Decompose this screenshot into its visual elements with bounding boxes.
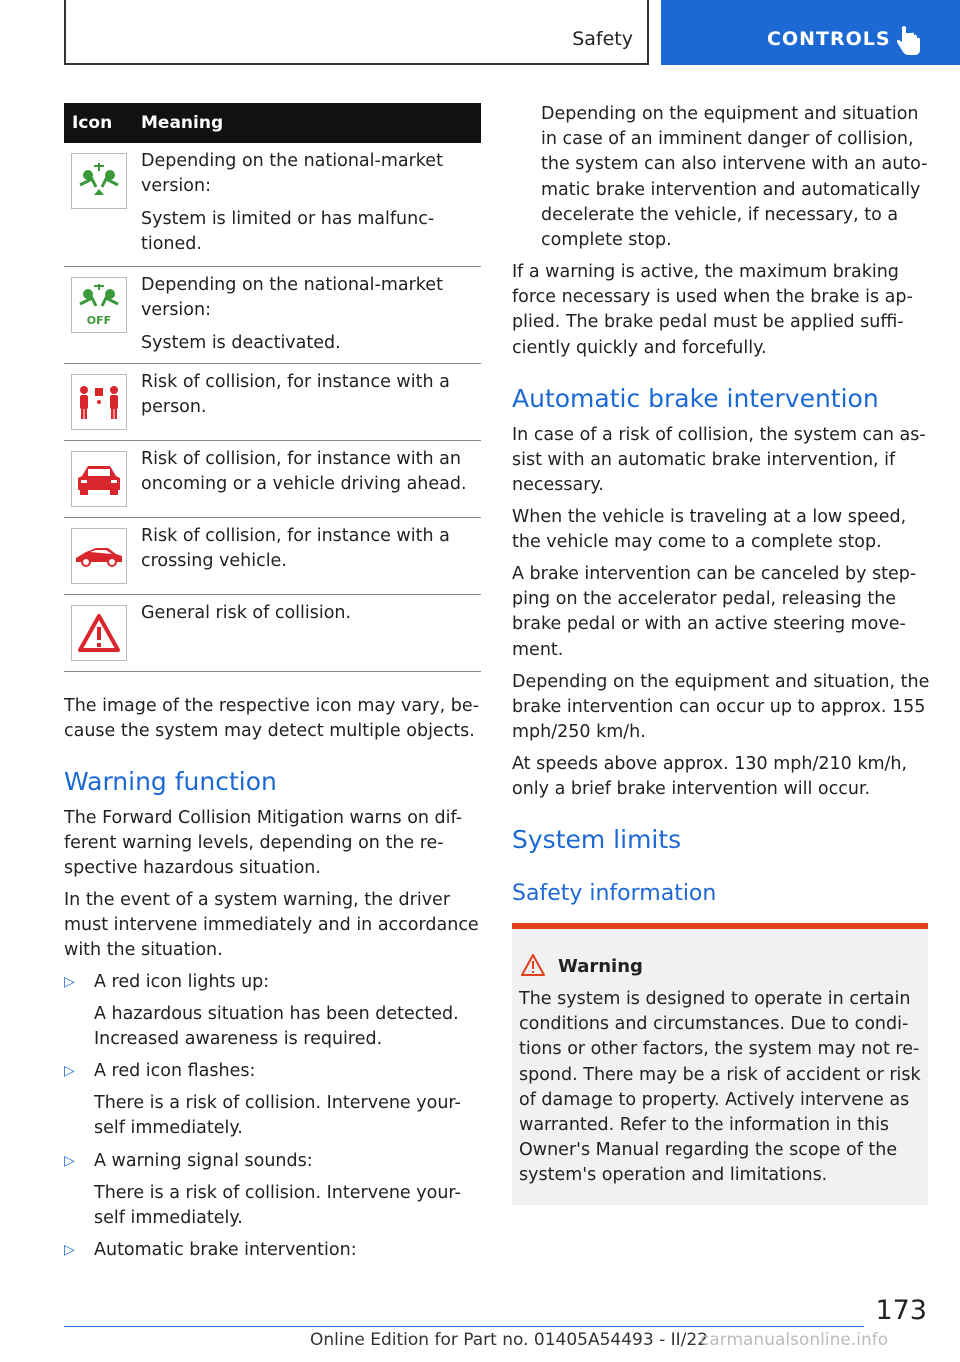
crossing-vehicle-icon [71,528,127,584]
bullet-marker-icon: ▷ [64,1153,75,1169]
chapter-tab[interactable] [661,0,960,65]
row-meaning-text: System is limited or has malfunc-tioned. [141,209,435,254]
general-warning-triangle-icon [71,605,127,661]
abi-paragraph-4: Depending on the equipment and situation, the brake intervention can occur up to approx. 155 mph/250 km/h. [512,672,930,743]
abi-paragraph-5: At speeds above approx. 130 mph/210 km/h, only a brief brake intervention will occur. [512,754,908,800]
pointing-hand-icon [895,26,923,56]
list-item [64,1149,484,1232]
warning-triangle-icon [520,953,546,977]
bullet-title: A red icon flashes: [94,1061,256,1081]
bullet-title: Automatic brake intervention: [94,1240,357,1260]
bullet-marker-icon: ▷ [64,974,75,990]
icon-meaning-table [64,103,481,672]
section-title: Safety [572,28,633,50]
watermark: carmanualsonline.info [700,1330,889,1350]
bullet-sub: There is a risk of collision. Intervene your-self immediately. [94,1093,461,1139]
row-meaning-text: Risk of collision, for instance with a person. [141,372,450,417]
bullet-sub: There is a risk of collision. Intervene your-self immediately. [94,1183,461,1229]
table-row [64,267,481,364]
page-number: 173 [875,1295,927,1326]
bullet-title: A red icon lights up: [94,972,270,992]
warning-active-paragraph: If a warning is active, the maximum braking force necessary is used when the brake is ap-plied. The brake pedal must be applied suffi-ciently quickly and forcefully. [512,262,913,358]
row-meaning-text: Depending on the national-market version: [141,275,443,320]
edition-footer: Online Edition for Part no. 01405A54493 - II/22 [310,1330,709,1350]
table-row [64,143,481,267]
heading-system-limits: System limits [512,825,682,854]
heading-warning-function: Warning function [64,767,277,796]
list-item [64,1238,484,1263]
collision-warning-off-icon [71,277,127,333]
oncoming-vehicle-icon [71,451,127,507]
person-collision-icon [71,374,127,430]
table-row [64,441,481,518]
list-item [64,1059,484,1142]
abi-paragraph-2: When the vehicle is traveling at a low speed, the vehicle may come to a complete stop. [512,507,907,553]
header-section-box [64,0,649,65]
off-label: OFF [86,314,112,327]
table-row [64,595,481,672]
row-meaning-text: System is deactivated. [141,333,341,353]
bullet-continuation: Depending on the equipment and situation in case of an imminent danger of collision, the system can also intervene with an auto-matic brake intervention and automatically decelerate the vehicle, if necessary, to a complete stop. [541,104,928,251]
bullet-title: A warning signal sounds: [94,1151,313,1171]
column-header-meaning: Meaning [141,113,224,133]
row-meaning-text: Risk of collision, for instance with a crossing vehicle. [141,526,450,571]
abi-paragraph-1: In case of a risk of collision, the system can as-sist with an automatic brake intervention, if necessary. [512,425,926,496]
bullet-marker-icon: ▷ [64,1063,75,1079]
heading-automatic-brake-intervention: Automatic brake intervention [512,384,879,413]
chapter-title: CONTROLS [767,28,891,50]
row-meaning-text: General risk of collision. [141,603,352,623]
bullet-sub: A hazardous situation has been detected. Increased awareness is required. [94,1004,459,1050]
abi-paragraph-3: A brake intervention can be canceled by step-ping on the accelerator pedal, releasing the brake pedal or with an active steering move-ment. [512,564,917,660]
warning-title: Warning [558,956,643,977]
table-row [64,518,481,595]
table-row [64,364,481,441]
list-item [64,970,484,1053]
row-meaning-text: Risk of collision, for instance with an oncoming or a vehicle driving ahead. [141,449,467,494]
row-meaning-text: Depending on the national-market version: [141,151,443,196]
warning-box [512,923,928,1205]
collision-warning-malfunction-icon [71,153,127,209]
footer-divider [64,1326,864,1327]
table-header [64,103,481,143]
icon-variation-note: The image of the respective icon may vary, be-cause the system may detect multiple objects. [64,696,479,742]
column-header-icon: Icon [72,113,113,133]
warning-body: The system is designed to operate in certain conditions and circumstances. Due to condi-tions or other factors, the system may not re-spond. There may be a risk of accident or risk of damage to property. Actively intervene as warranted. Refer to the information in this Owner's Manual regarding the scope of the system's operation and limitations. [519,989,921,1186]
bullet-marker-icon: ▷ [64,1242,75,1258]
warning-paragraph-2: In the event of a system warning, the driver must intervene immediately and in accordance with the situation. [64,890,479,961]
warning-paragraph-1: The Forward Collision Mitigation warns on dif-ferent warning levels, depending on the re-spective hazardous situation. [64,808,463,879]
heading-safety-information: Safety information [512,881,717,906]
